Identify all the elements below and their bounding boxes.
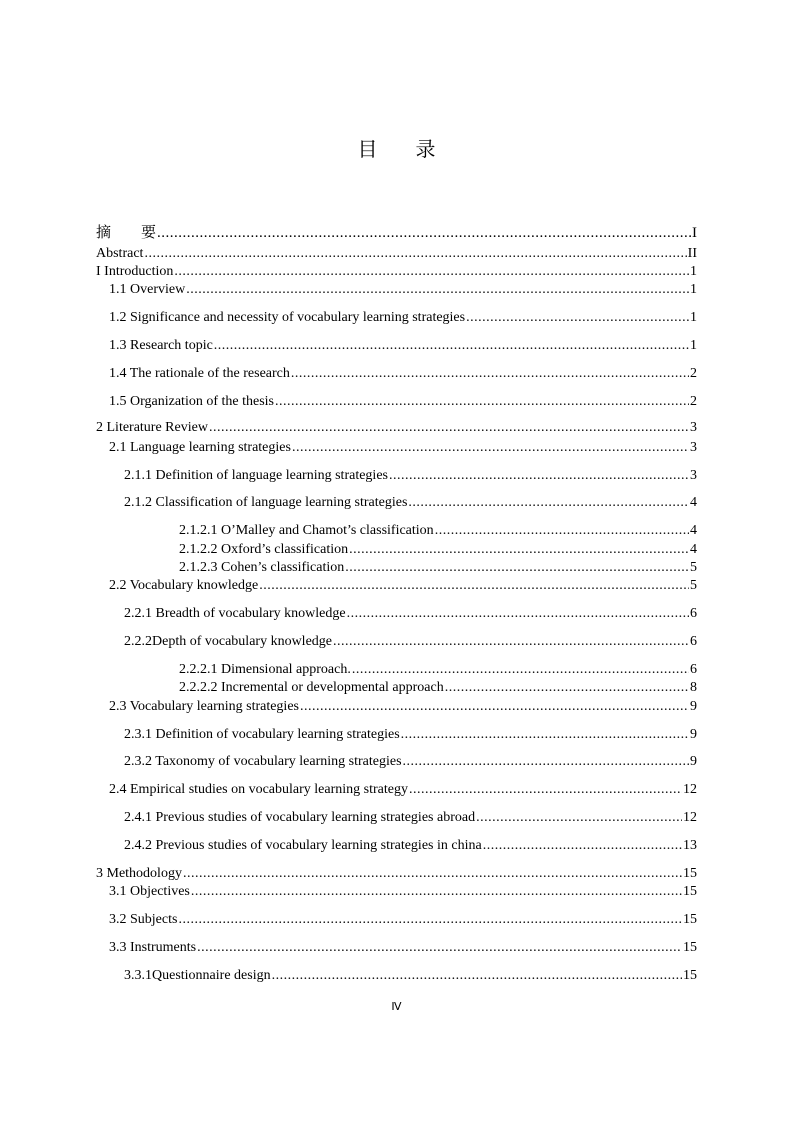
title-char-right: 录: [415, 137, 436, 161]
toc-entry-2-4[interactable]: 2.4 Empirical studies on vocabulary learning strategy ..... 12: [109, 781, 697, 799]
toc-entry-2-1-2[interactable]: 2.1.2 Classification of language learning strategies ..... 4: [124, 494, 697, 512]
toc-entry-1-1[interactable]: 1.1 Overview ..... 1: [109, 281, 697, 299]
toc-entry-2-2-2-1[interactable]: 2.2.2.1 Dimensional approach. ..... 6: [179, 661, 697, 679]
toc-entry-2-3-2[interactable]: 2.3.2 Taxonomy of vocabulary learning strategies ..... 9: [124, 753, 697, 771]
toc-entry-abstract[interactable]: Abstract ..... II: [96, 245, 697, 263]
toc-entry-2-1-2-1[interactable]: 2.1.2.1 O’Malley and Chamot’s classification ..... 4: [179, 522, 697, 540]
toc-entry-ch3[interactable]: 3 Methodology ..... 15: [96, 865, 697, 883]
toc-entry-2-3-1[interactable]: 2.3.1 Definition of vocabulary learning strategies ..... 9: [124, 726, 697, 744]
toc-entry-2-1-1[interactable]: 2.1.1 Definition of language learning strategies ..... 3: [124, 467, 697, 485]
toc-entry-1-3[interactable]: 1.3 Research topic ..... 1: [109, 337, 697, 355]
toc-entry-1-5[interactable]: 1.5 Organization of the thesis ..... 2: [109, 393, 697, 411]
toc-entry-3-2[interactable]: 3.2 Subjects ..... 15: [109, 911, 697, 929]
toc-entry-2-2-2-2[interactable]: 2.2.2.2 Incremental or developmental approach ..... 8: [179, 679, 697, 697]
toc-entry-2-4-1[interactable]: 2.4.1 Previous studies of vocabulary learning strategies abroad ..... 12: [124, 809, 697, 827]
toc-entry-2-4-2[interactable]: 2.4.2 Previous studies of vocabulary learning strategies in china ..... 13: [124, 837, 697, 855]
toc-entry-ch2[interactable]: 2 Literature Review ..... 3: [96, 419, 697, 437]
toc-entry-1-4[interactable]: 1.4 The rationale of the research ..... 2: [109, 365, 697, 383]
toc-entry-2-2-1[interactable]: 2.2.1 Breadth of vocabulary knowledge ..... 6: [124, 605, 697, 623]
toc-entry-2-3[interactable]: 2.3 Vocabulary learning strategies ..... 9: [109, 698, 697, 716]
toc-entry-2-2-2[interactable]: 2.2.2Depth of vocabulary knowledge ..... 6: [124, 633, 697, 651]
toc-entry-3-3-1[interactable]: 3.3.1Questionnaire design ..... 15: [124, 967, 697, 985]
toc-entry-2-2[interactable]: 2.2 Vocabulary knowledge ..... 5: [109, 577, 697, 595]
page-title: [0, 133, 793, 162]
toc-entry-abstract-cn[interactable]: 摘 要 ..... I: [96, 223, 697, 242]
toc-entry-2-1[interactable]: 2.1 Language learning strategies ..... 3: [109, 439, 697, 457]
toc-entry-3-1[interactable]: 3.1 Objectives ..... 15: [109, 883, 697, 901]
page-number: Ⅳ: [391, 1000, 402, 1013]
toc-entry-2-1-2-3[interactable]: 2.1.2.3 Cohen’s classification ..... 5: [179, 559, 697, 577]
toc-entry-2-1-2-2[interactable]: 2.1.2.2 Oxford’s classification ..... 4: [179, 541, 697, 559]
toc-entry-3-3[interactable]: 3.3 Instruments ..... 15: [109, 939, 697, 957]
toc-entry-1-2[interactable]: 1.2 Significance and necessity of vocabulary learning strategies ..... 1: [109, 309, 697, 327]
toc-entry-ch1[interactable]: I Introduction ..... 1: [96, 263, 697, 281]
title-char-left: 目: [357, 137, 378, 161]
